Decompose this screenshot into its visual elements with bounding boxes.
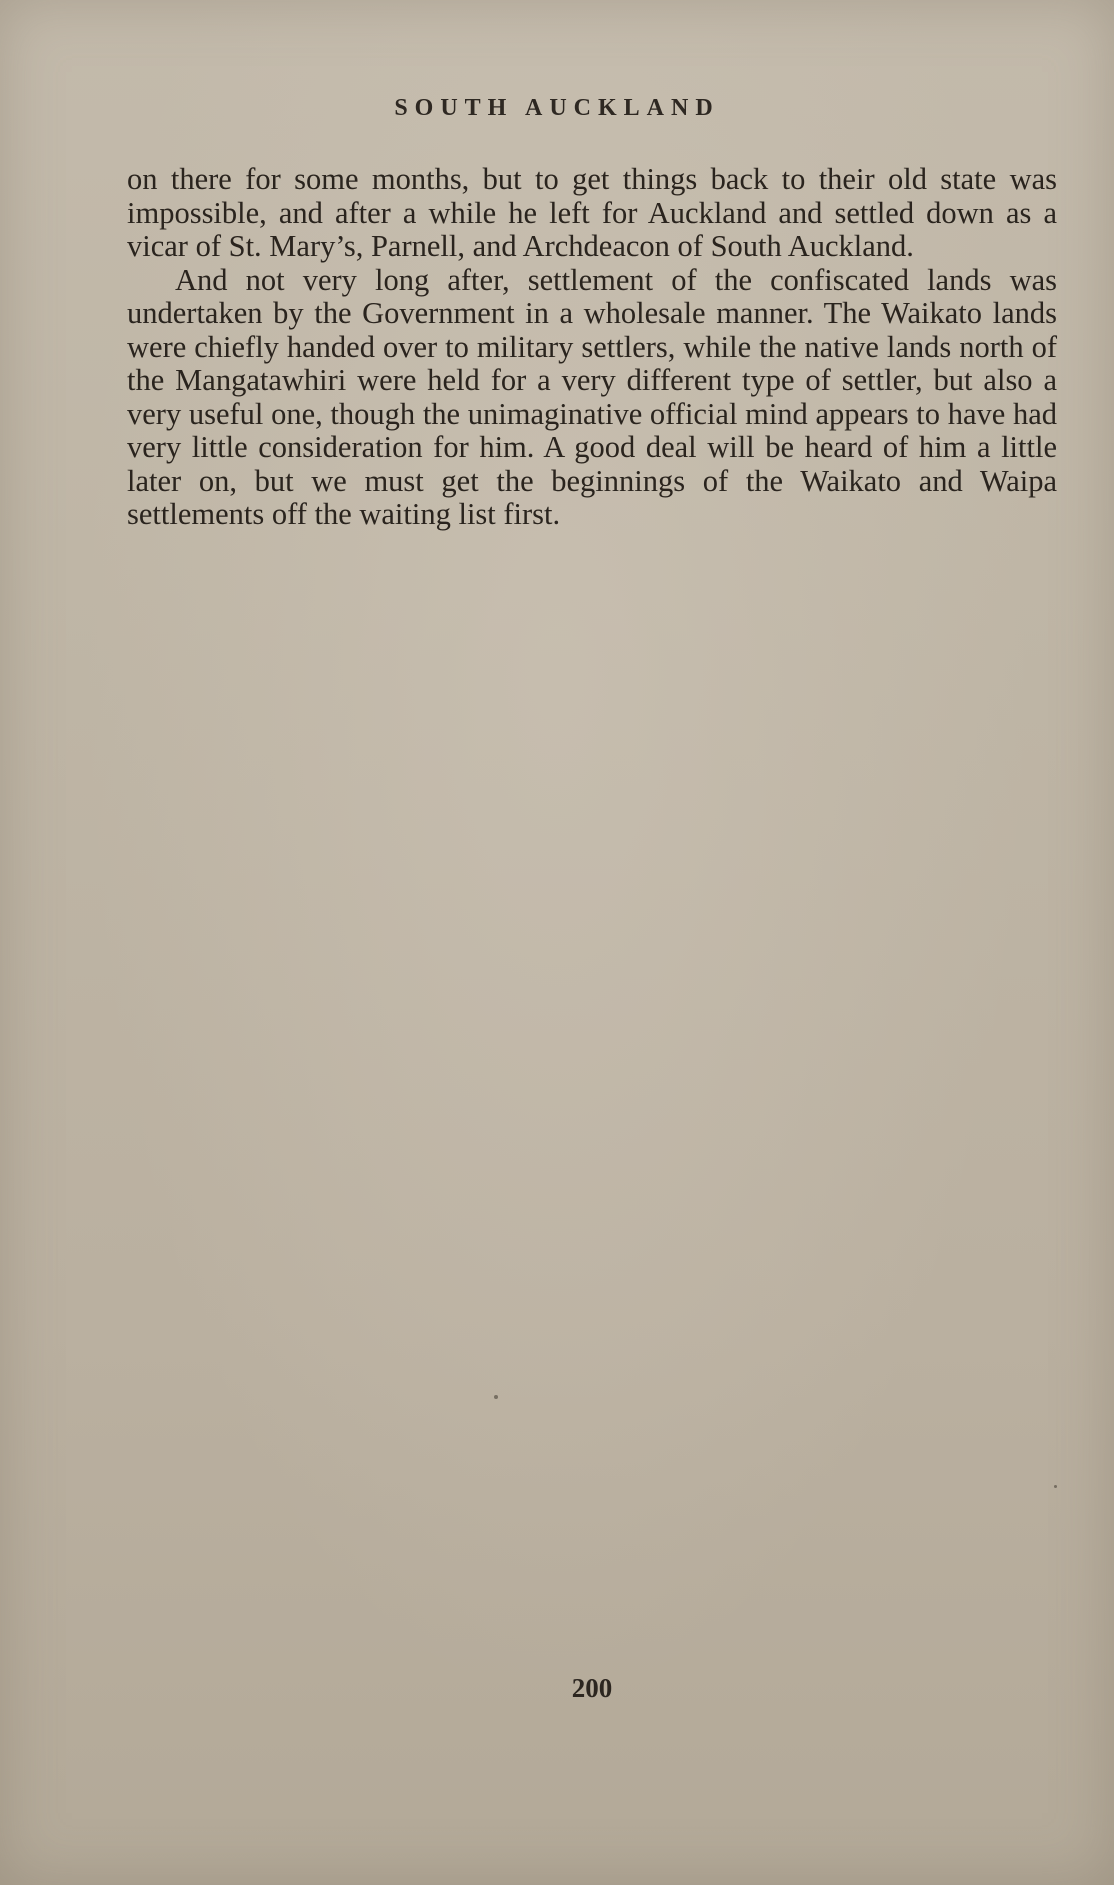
paragraph-continuation: on there for some months, but to get things back to their old state was impossible, and after a while he left for Auckland and settled down as a vicar of St. Mary’s, Parnell, and Archdeacon of South Auckland. [127,162,1057,263]
body-text [127,163,1057,532]
paper-speck [494,1395,498,1399]
paper-speck [1054,1485,1057,1488]
running-head: SOUTH AUCKLAND [394,95,720,121]
page-number: 200 [571,1673,613,1703]
paragraph-settlement: And not very long after, settlement of the confiscated lands was undertaken by the Government in a wholesale manner. The Waikato lands were chiefly handed over to military settlers, while the native lands north of the Mangatawhiri were held for a very different type of settler, but also a very useful one, though the unimaginative official mind appears to have had very little consideration for him. A good deal will be heard of him a little later on, but we must get the beginnings of the Waikato and Waipa settlements off the waiting list first. [127,262,1057,531]
